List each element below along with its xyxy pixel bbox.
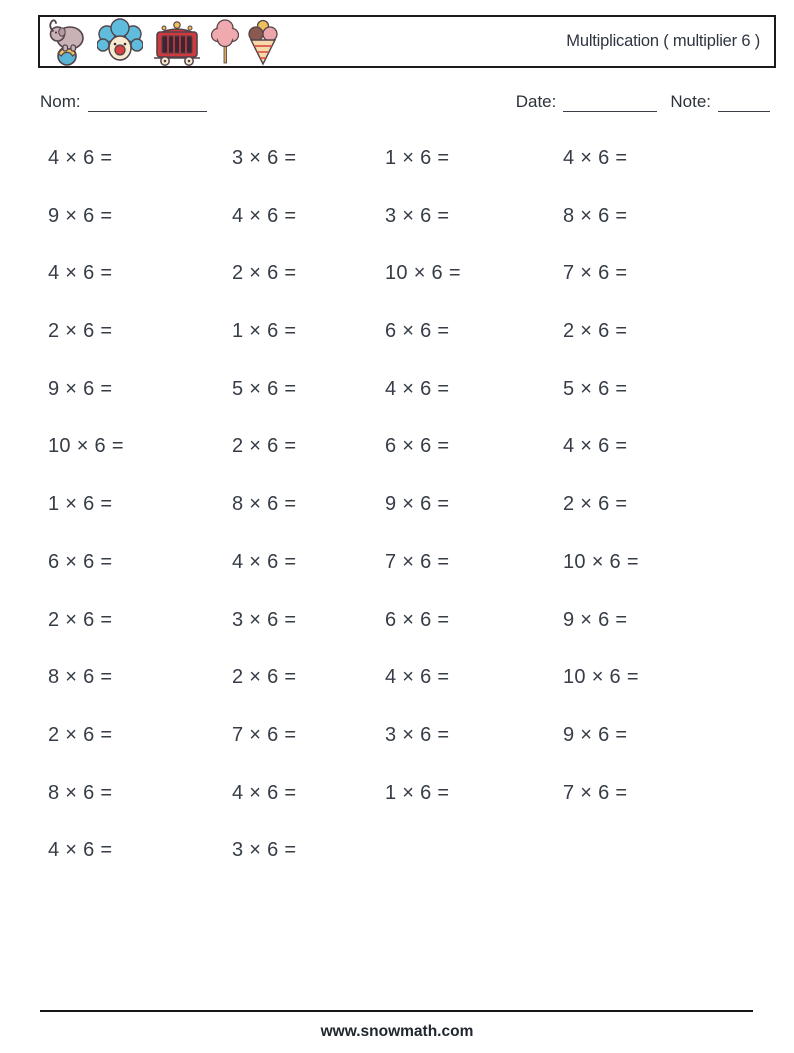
- multiplication-problem: 8 × 6 =: [563, 204, 628, 227]
- date-label: Date:: [515, 92, 557, 111]
- multiplication-problem: 9 × 6 =: [385, 493, 450, 516]
- multiplication-problem: 9 × 6 =: [48, 204, 113, 227]
- multiplication-problem: 4 × 6 =: [48, 262, 113, 285]
- fields-row: [40, 92, 770, 112]
- multiplication-problem: 5 × 6 =: [563, 377, 628, 400]
- name-label: Nom:: [40, 92, 81, 111]
- note-blank-line[interactable]: [718, 97, 770, 112]
- multiplication-problem: 9 × 6 =: [563, 608, 628, 631]
- cotton-candy-icon: [211, 18, 239, 66]
- multiplication-problem: 2 × 6 =: [48, 320, 113, 343]
- multiplication-problem: 10 × 6 =: [563, 550, 639, 573]
- multiplication-problem: 4 × 6 =: [232, 204, 297, 227]
- multiplication-problem: 1 × 6 =: [48, 493, 113, 516]
- multiplication-problem: 3 × 6 =: [385, 723, 450, 746]
- multiplication-problem: 3 × 6 =: [232, 147, 297, 169]
- multiplication-problem: 2 × 6 =: [232, 435, 297, 458]
- multiplication-problem: 2 × 6 =: [48, 723, 113, 746]
- multiplication-problem: 2 × 6 =: [48, 608, 113, 631]
- elephant-on-ball-icon: [46, 18, 90, 66]
- multiplication-problem: 1 × 6 =: [232, 320, 297, 343]
- multiplication-problem: 4 × 6 =: [385, 666, 450, 689]
- circus-wagon-icon: [150, 18, 204, 66]
- multiplication-problem: 9 × 6 =: [563, 723, 628, 746]
- note-label: Note:: [670, 92, 711, 111]
- multiplication-problem: 4 × 6 =: [232, 550, 297, 573]
- page-title: Multiplication ( multiplier 6 ): [566, 32, 760, 50]
- multiplication-problem: 4 × 6 =: [48, 839, 113, 862]
- multiplication-problem: 2 × 6 =: [563, 493, 628, 516]
- multiplication-problem: 6 × 6 =: [385, 320, 450, 343]
- name-blank-line[interactable]: [88, 97, 207, 112]
- multiplication-problem: 4 × 6 =: [385, 377, 450, 400]
- multiplication-problem: 8 × 6 =: [232, 493, 297, 516]
- multiplication-problem: 6 × 6 =: [385, 608, 450, 631]
- multiplication-problem: 1 × 6 =: [385, 147, 450, 169]
- multiplication-problem: 7 × 6 =: [232, 723, 297, 746]
- multiplication-problem: 8 × 6 =: [48, 781, 113, 804]
- multiplication-problem: 9 × 6 =: [48, 377, 113, 400]
- multiplication-problem: 7 × 6 =: [563, 262, 628, 285]
- multiplication-problem: 3 × 6 =: [385, 204, 450, 227]
- multiplication-problem: 7 × 6 =: [385, 550, 450, 573]
- multiplication-problem: 6 × 6 =: [385, 435, 450, 458]
- date-blank-line[interactable]: [563, 97, 657, 112]
- multiplication-problem: 4 × 6 =: [48, 147, 113, 169]
- multiplication-problem: 3 × 6 =: [232, 608, 297, 631]
- multiplication-problem: 5 × 6 =: [232, 377, 297, 400]
- footer-divider: [40, 1010, 753, 1012]
- multiplication-problem: 4 × 6 =: [563, 435, 628, 458]
- multiplication-problem: 10 × 6 =: [385, 262, 461, 285]
- multiplication-problem: 7 × 6 =: [563, 781, 628, 804]
- clown-icon: [97, 18, 143, 66]
- multiplication-problem: 2 × 6 =: [232, 666, 297, 689]
- circus-icon-strip: [46, 18, 280, 66]
- multiplication-problem: 8 × 6 =: [48, 666, 113, 689]
- multiplication-problem: 6 × 6 =: [48, 550, 113, 573]
- multiplication-problem: 4 × 6 =: [563, 147, 628, 169]
- multiplication-problem: 10 × 6 =: [563, 666, 639, 689]
- problems-grid: [48, 147, 774, 897]
- multiplication-problem: 2 × 6 =: [563, 320, 628, 343]
- multiplication-problem: 4 × 6 =: [232, 781, 297, 804]
- multiplication-problem: 3 × 6 =: [232, 839, 297, 862]
- multiplication-problem: 10 × 6 =: [48, 435, 124, 458]
- header-box: [38, 15, 776, 68]
- ice-cream-cone-icon: [246, 18, 280, 66]
- website-link[interactable]: www.snowmath.com: [320, 1023, 474, 1040]
- multiplication-problem: 2 × 6 =: [232, 262, 297, 285]
- multiplication-problem: 1 × 6 =: [385, 781, 450, 804]
